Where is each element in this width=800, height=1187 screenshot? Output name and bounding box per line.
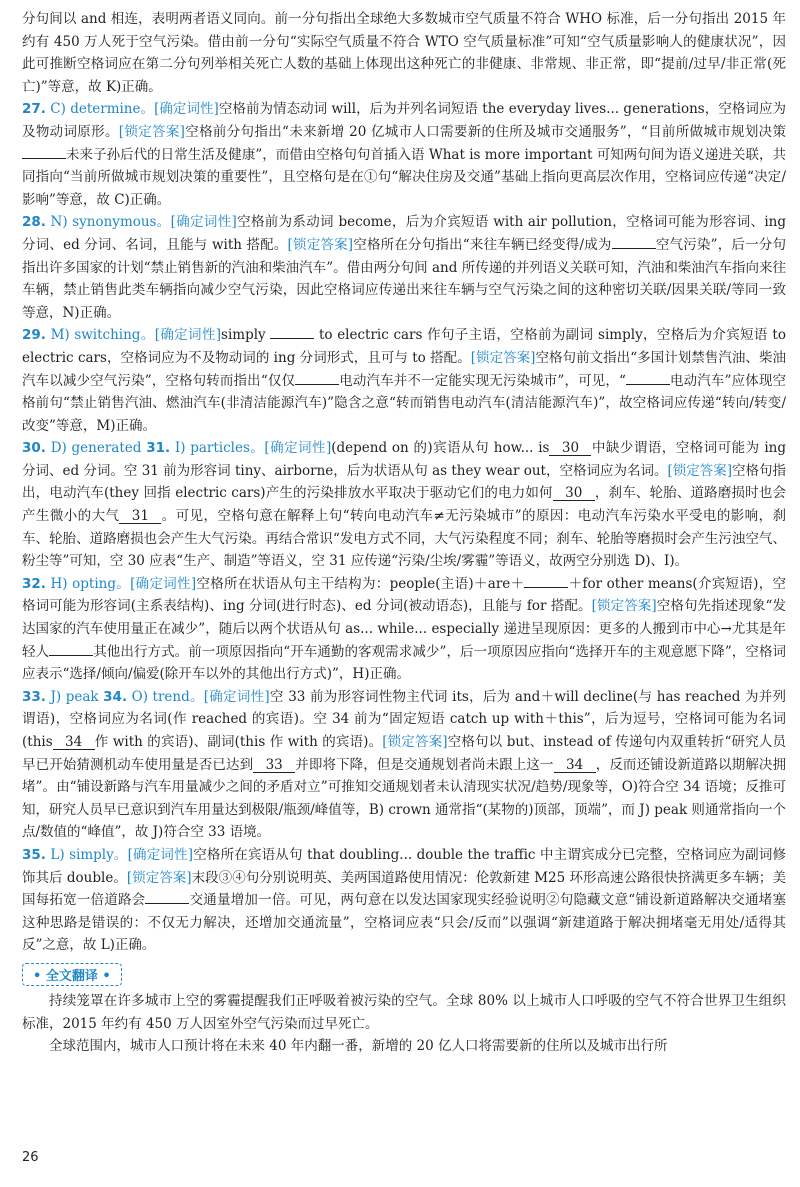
analysis-text: 空格前为系动词 become，后为介宾短语 with air pollution，空格词可能为形容词、ing 分词、ed 分词、名词，且能与 with 搭配。 (22, 214, 787, 253)
tag-determine-pos: [确定词性] (130, 575, 197, 592)
translation-heading: • 全文翻译 • (22, 963, 122, 986)
intro-paragraph: 分句间以 and 相连，表明两者语义同向。前一分句指出全球绝大多数城市空气质量不符合 WHO 标准，后一分句指出 2015 年约有 450 万人死于空气污染。借由前一分句“实际空气质量不符合 WTO 空气质量标准”可知“空气质量影响人的健康状况”，因此可推断空格词应在第二分句列举相关死亡人数的基础上体现出这种死亡的非健康、非常规、非正常，即“提前/过早/非正常(死亡)”等意，故 K)正确。 (22, 11, 786, 95)
analysis-text: ，反而还铺设新道路以期解决拥堵”。由“铺设新路与汽车用量减少之间的矛盾对立”可推知交通规划者未认清现实状况/趋势/现象等，O)符合空 34 语境；反推可知，研究人员早已意识到汽车用量达到极限/瓶颈/峰值等，B) crown 通常指“(某物的)顶部，顶端”，而 J) peak 则通常指向一个点/数值的“峰值”，故 J)符合空 33 语境。 (22, 756, 787, 841)
question-number: 27. (22, 101, 46, 118)
analysis-text: 交通量增加一倍。可见，两句意在以发达国家现实经验说明②句隐藏文意“铺设新道路解决交通堵塞这种思路是错误的：不仅无力解决，还增加交通流量”，空格词应表“只会/反而”以强调“新建道路于解决拥堵毫无用处/适得其反”之意，故 L)正确。 (22, 892, 787, 954)
answer-blank (524, 573, 568, 588)
question-29 (22, 324, 786, 437)
analysis-text: ，刹车、轮胎、道路磨损时也会产生微小的大气 (22, 485, 787, 525)
question-number: 30. (22, 440, 46, 457)
question-28 (22, 211, 786, 324)
question-number: 34. (103, 688, 128, 705)
tag-lock-answer: [锁定答案] (667, 462, 732, 479)
analysis-text: to electric cars 作句子主语，空格前为副词 simply，空格后为介宾短语 to electric cars，空格词应为不及物动词的 ing 分词形式，且可与 to 搭配。 (22, 327, 786, 366)
analysis-text: ＋for other means(介宾短语)，空格词可能为形容词(主系表结构)、ing 分词(进行时态)、ed 分词(被动语态)，且能与 for 搭配。 (22, 575, 786, 615)
question-number: 35. (22, 846, 46, 863)
analysis-text: 。可见，空格句意在解释上句“转向电动汽车≠无污染城市”的原因：电动汽车污染水平受电的影响，刹车、轮胎、道路磨损也会产生大气污染。再结合常识“发电方式不同，大气污染程度不同；刹车、轮胎等磨损时会产生污浊空气、粉尘等”可知，空 30 应表“生产、制造”等语义，空 31 应传递“污染/尘埃/雾霾”等语义，故两空分别选 D)、I)。 (22, 508, 786, 570)
answer-blank: 33 (253, 758, 295, 773)
tag-lock-answer: [锁定答案] (118, 123, 185, 140)
page-number: 26 (22, 1150, 39, 1165)
analysis-text: 并即将下降，但是交通规划者尚未跟上这一 (295, 756, 554, 773)
tag-determine-pos: [确定词性] (127, 846, 194, 863)
answer-blank (145, 889, 189, 904)
answer-blank: 34 (554, 758, 596, 773)
full-translation (22, 957, 786, 1058)
analysis-text: 电动汽车并不一定能实现无污染城市”，可见，“ (339, 372, 626, 389)
analysis-text: 空气污染”，后一分句指出许多国家的计划“禁止销售新的汽油和柴油汽车”。借由两分句间 and 所传递的并列语义关联可知，汽油和柴油汽车指向来往车辆，禁止销售此类车辆指向减少空气污染，因此空格词应传递出来往车辆与空气污染之间的这种密切关联/因果关联/等同一致等意，N)正确。 (22, 236, 786, 321)
analysis-text: 空格前分句指出“未来新增 20 亿城市人口需要新的住所及城市交通服务”，“目前所做城市规划决策 (184, 123, 786, 140)
tag-determine-pos: [确定词性] (154, 101, 219, 118)
translation-paragraph: 全球范围内，城市人口预计将在未来 40 年内翻一番，新增的 20 亿人口将需要新的住所以及城市出行所 (49, 1038, 668, 1055)
analysis-text: simply (221, 327, 266, 344)
analysis-text: 空格前为情态动词 will，后为并列名词短语 the everyday lives... generations，空格词应为及物动词原形。 (22, 101, 786, 140)
answer-blank (22, 144, 66, 159)
answer-blank: 30 (553, 486, 595, 501)
tag-lock-answer: [锁定答案] (470, 349, 536, 366)
answer-blank (612, 234, 656, 249)
analysis-text: 空格句指出，电动汽车(they 回指 electric cars)产生的污染排放水平取决于驱动它们的电力如何 (22, 462, 787, 502)
analysis-text: 空格所在宾语从句 that doubling... double the traffic 中主谓宾成分已完整，空格词应为副词修饰其后 double。 (22, 846, 787, 886)
question-number: 28. (22, 214, 46, 231)
tag-lock-answer: [锁定答案] (126, 869, 192, 886)
analysis-text: 空格句前文指出“多国计划禁售汽油、柴油汽车以减少空气污染”，空格句转而指出“仅仅 (22, 349, 786, 389)
answer-choice: H) opting。 (50, 575, 131, 592)
question-32 (22, 573, 786, 686)
question-33-34 (22, 686, 786, 844)
answer-choice: J) peak (50, 688, 99, 705)
analysis-text: 空格句以 but、instead of 传递句内双重转折“研究人员早已开始猜测机动车使用量是否已达到 (22, 734, 786, 773)
answer-blank: 31 (119, 509, 161, 524)
tag-lock-answer: [锁定答案] (591, 598, 657, 615)
tag-determine-pos: [确定词性] (264, 440, 332, 457)
question-number: 33. (22, 688, 46, 705)
answer-choice: C) determine。 (50, 101, 155, 118)
tag-lock-answer: [锁定答案] (382, 734, 448, 750)
tag-lock-answer: [锁定答案] (287, 236, 354, 253)
answer-blank (270, 324, 314, 339)
answer-blank: 30 (549, 441, 591, 456)
analysis-text: 空格句先指述现象“发达国家的汽车使用量正在减少”，随后以两个状语从句 as... while... especially 递进呈现原因：更多的人搬到市中心→尤其是年轻人 (22, 598, 786, 660)
answer-blank: 34 (53, 735, 95, 750)
answer-choice: N) synonymous。 (50, 214, 171, 231)
analysis-text: 末段③④句分别说明英、美两国道路使用情况：伦敦新建 M25 环形高速公路很快挤满更多车辆；美国每拓宽一倍道路会 (22, 869, 786, 909)
analysis-text: 电动汽车”应体现空格前句“禁止销售汽油、燃油汽车(非清洁能源汽车)”隐含之意“转而销售电动汽车(清洁能源汽车)”，故空格词应传递“转向/转变/改变”等意，M)正确。 (22, 372, 786, 434)
question-number: 29. (22, 327, 46, 344)
answer-choice: L) simply。 (50, 846, 128, 863)
question-35 (22, 844, 786, 957)
answer-blank (626, 370, 670, 385)
analysis-text: 其他出行方式。前一项原因指向“开车通勤的客观需求减少”，后一项原因应指向“选择开车的主观意愿下降”，空格词应表示“选择/倾向/偏爱(除开车以外的其他出行方式)”，H)正确。 (22, 643, 787, 683)
answer-choice: D) generated (50, 440, 142, 457)
answer-choice: I) particles。 (174, 440, 265, 457)
question-number: 31. (146, 440, 171, 457)
analysis-text: 空格所在分句指出“来往车辆已经变得/成为 (353, 236, 612, 253)
tag-determine-pos: [确定词性] (203, 688, 270, 705)
analysis-text: 未来子孙后代的日常生活及健康”，而借由空格句句首插入语 What is more important 可知两句间为语义递进关联，共同指向“当前所做城市规划决策的重要性”，且空格句是在①句“解决住房及交通”基础上指向更高层次作用，空格词应传递“决定/影响”等意，故 C)正确。 (22, 146, 786, 208)
answer-blank (295, 370, 339, 385)
question-number: 32. (22, 575, 46, 592)
answer-choice: O) trend。 (131, 688, 204, 705)
tag-determine-pos: [确定词性] (154, 327, 222, 344)
tag-determine-pos: [确定词性] (170, 214, 237, 231)
answer-choice: M) switching。 (50, 327, 155, 344)
analysis-text: (depend on 的)宾语从句 how... is (331, 440, 550, 457)
question-30-31 (22, 437, 786, 573)
analysis-text: 空 33 前为形容词性物主代词 its，后为 and＋will decline(与 has reached 为并列谓语)，空格词应为名词(作 reached 的宾语)。空 34 前为“固定短语 catch up with＋this”，后为逗号，空格词可能为名词(this (22, 688, 786, 750)
analysis-text: 中缺少谓语，空格词可能为 ing 分词、ed 分词。空 31 前为形容词 tiny、airborne，后为状语从句 as they wear out，空格词应为名词。 (22, 440, 786, 479)
analysis-text: 作 with 的宾语)、副词(this 作 with 的宾语)。 (94, 734, 383, 750)
analysis-text: 空格所在状语从句主干结构为：people(主语)＋are＋ (196, 575, 525, 592)
answer-blank (49, 641, 93, 656)
question-27 (22, 98, 786, 211)
translation-paragraph: 持续笼罩在许多城市上空的雾霾提醒我们正呼吸着被污染的空气。全球 80% 以上城市人口呼吸的空气不符合世界卫生组织标准，2015 年约有 450 万人因室外空气污染而过早死亡。 (22, 992, 786, 1032)
